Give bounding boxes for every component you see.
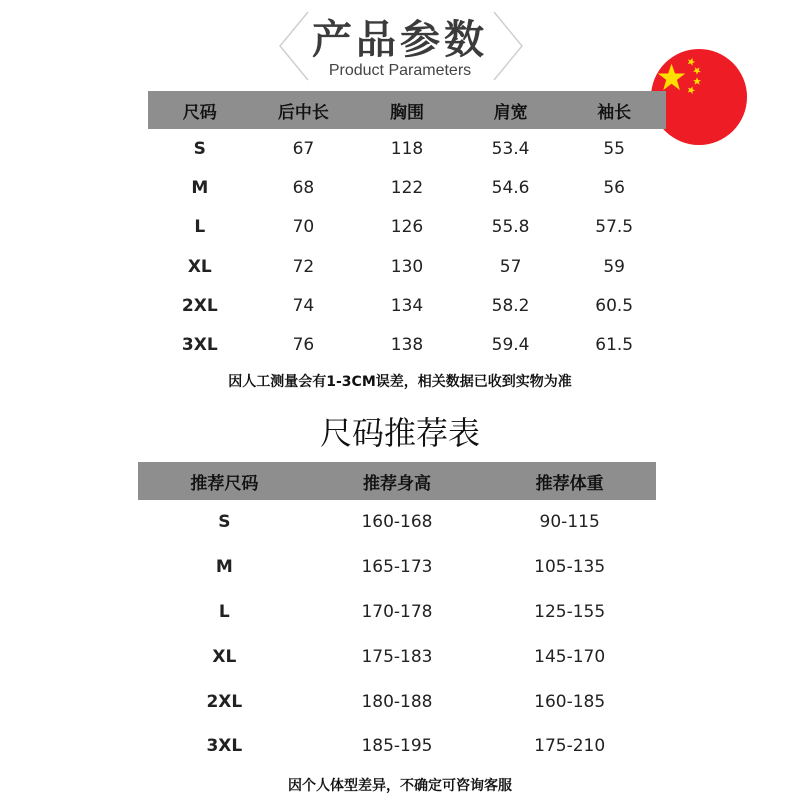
table-cell: 138 xyxy=(390,335,424,356)
table-cell: 134 xyxy=(390,295,424,316)
table-cell: 170-178 xyxy=(361,601,433,622)
table-cell: 126 xyxy=(390,217,424,238)
column-header: 后中长 xyxy=(252,91,356,129)
table-cell: 145-170 xyxy=(534,646,606,667)
table-cell: 160-185 xyxy=(534,691,606,712)
table-cell: 57.5 xyxy=(595,217,634,238)
table-header-row xyxy=(148,91,666,129)
table-cell: 68 xyxy=(292,177,315,198)
column-header: 肩宽 xyxy=(459,91,563,129)
table-row xyxy=(138,500,656,545)
table-cell: 175-183 xyxy=(361,646,433,667)
table-cell: 125-155 xyxy=(534,601,606,622)
table-cell: 53.4 xyxy=(491,138,530,159)
table-row xyxy=(148,286,666,325)
table-row xyxy=(138,724,656,769)
table-row xyxy=(138,634,656,679)
column-header: 尺码 xyxy=(148,91,252,129)
column-header: 推荐体重 xyxy=(483,462,656,500)
size-cell: 2XL xyxy=(206,691,243,712)
table-row xyxy=(148,129,666,168)
table-cell: 122 xyxy=(390,177,424,198)
table-cell: 70 xyxy=(292,217,315,238)
table-cell: 185-195 xyxy=(361,736,433,757)
table-cell: 67 xyxy=(292,138,315,159)
table-cell: 118 xyxy=(390,138,424,159)
size-cell: S xyxy=(218,512,231,533)
table-cell: 130 xyxy=(390,256,424,277)
table-header-row xyxy=(138,462,656,500)
table-row xyxy=(148,247,666,286)
column-header: 胸围 xyxy=(355,91,459,129)
table-cell: 160-168 xyxy=(361,512,433,533)
column-header: 推荐尺码 xyxy=(138,462,311,500)
size-cell: L xyxy=(218,601,230,622)
table-cell: 180-188 xyxy=(361,691,433,712)
table-cell: 165-173 xyxy=(361,557,433,578)
table-row xyxy=(138,679,656,724)
table-cell: 55.8 xyxy=(491,217,530,238)
recommend-table xyxy=(138,462,656,769)
page-title: 产品参数 xyxy=(312,17,488,63)
params-table xyxy=(148,91,666,365)
column-header: 推荐身高 xyxy=(311,462,484,500)
size-cell: XL xyxy=(187,256,212,277)
chevron-right-decoration-icon xyxy=(492,10,524,82)
table-cell: 59 xyxy=(603,256,625,277)
table-cell: 76 xyxy=(292,335,315,356)
table-row xyxy=(148,325,666,364)
table-cell: 175-210 xyxy=(534,736,606,757)
table-cell: 57 xyxy=(499,256,522,277)
consult-note: 因个人体型差异，不确定可咨询客服 xyxy=(288,778,512,794)
table-cell: 74 xyxy=(292,295,315,316)
table-cell: 90-115 xyxy=(539,512,600,533)
recommend-table-title: 尺码推荐表 xyxy=(319,414,480,452)
size-cell: 3XL xyxy=(181,335,218,356)
size-cell: 3XL xyxy=(206,736,243,757)
page-subtitle: Product Parameters xyxy=(328,62,472,79)
table-row xyxy=(138,590,656,635)
column-header: 袖长 xyxy=(562,91,666,129)
table-cell: 59.4 xyxy=(491,335,530,356)
table-row xyxy=(148,208,666,247)
size-cell: XL xyxy=(212,646,237,667)
size-cell: 2XL xyxy=(181,295,218,316)
size-cell: S xyxy=(193,138,206,159)
table-cell: 60.5 xyxy=(595,295,634,316)
measurement-note: 因人工测量会有1-3CM误差，相关数据已收到实物为准 xyxy=(228,374,572,390)
table-row xyxy=(138,545,656,590)
table-cell: 61.5 xyxy=(595,335,634,356)
size-cell: M xyxy=(191,177,209,198)
size-cell: M xyxy=(215,557,233,578)
table-cell: 55 xyxy=(603,138,625,159)
size-cell: L xyxy=(194,217,206,238)
table-cell: 54.6 xyxy=(491,177,530,198)
table-cell: 105-135 xyxy=(534,557,606,578)
table-cell: 58.2 xyxy=(491,295,530,316)
table-cell: 56 xyxy=(603,177,625,198)
table-row xyxy=(148,168,666,207)
table-cell: 72 xyxy=(292,256,315,277)
